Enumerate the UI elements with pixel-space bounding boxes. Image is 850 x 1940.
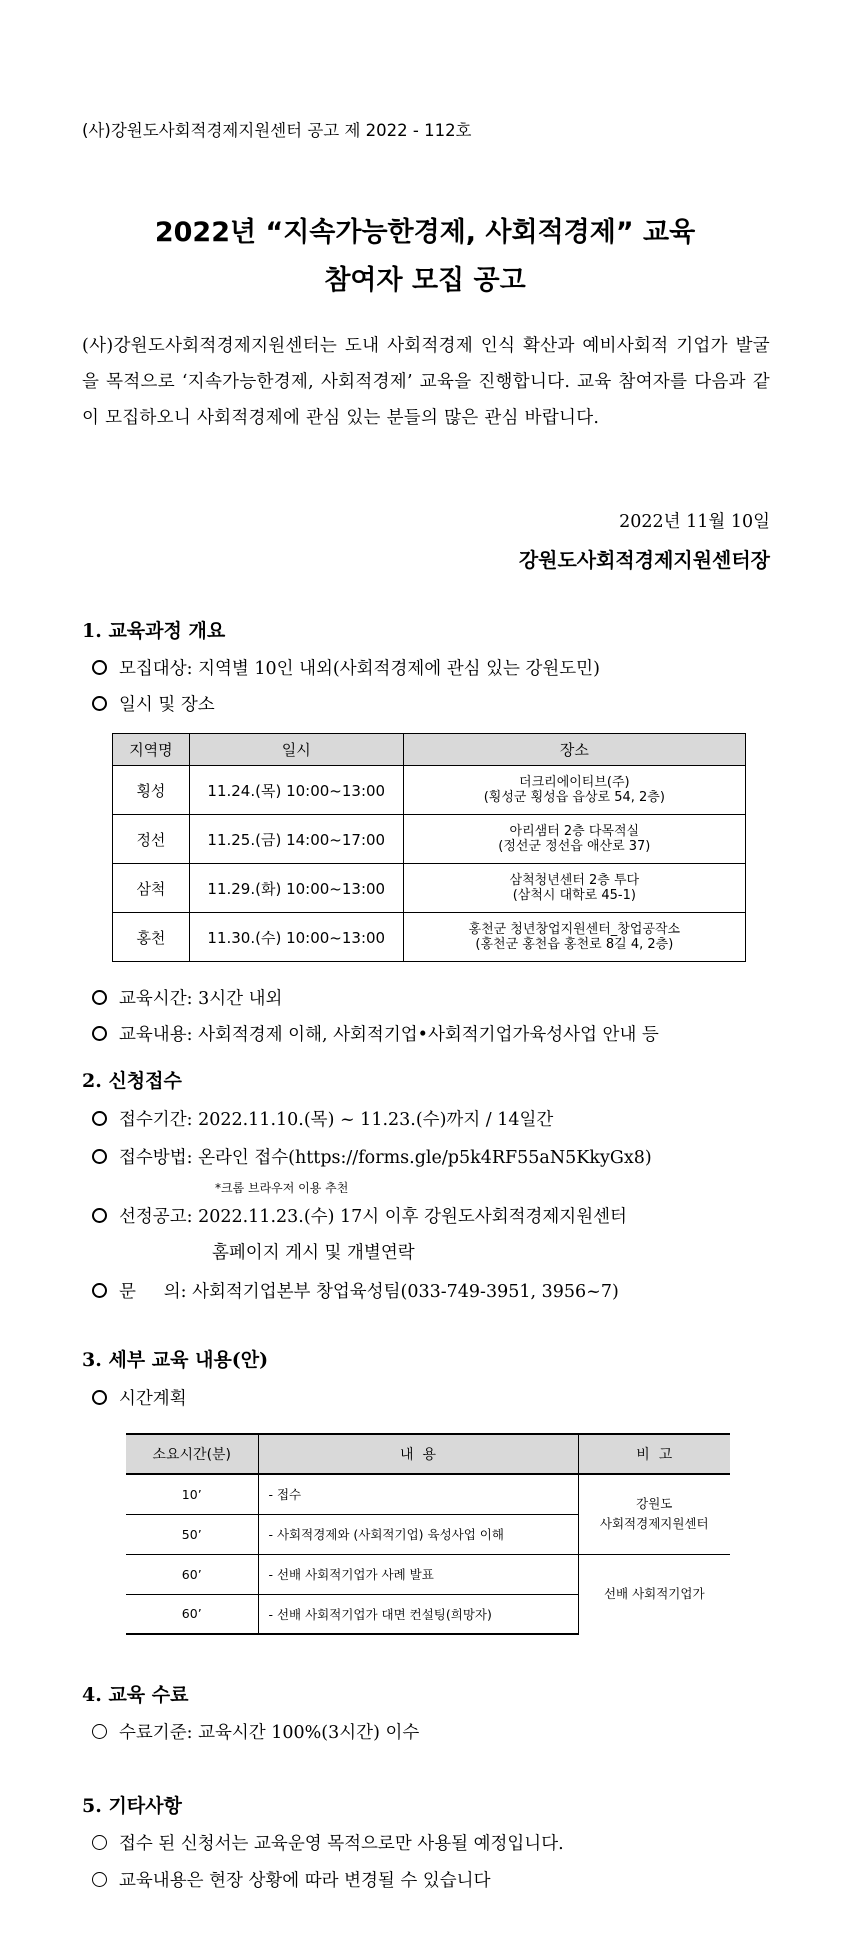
criteria-text: 수료기준: 교육시간 100%(3시간) 이수 [119, 1723, 420, 1743]
target-item [92, 655, 600, 680]
plan-label: 시간계획 [119, 1389, 187, 1409]
place-name: 삼척청년센터 2층 투다 [509, 873, 640, 888]
place-cell [403, 766, 745, 815]
selection-continued: 홈페이지 게시 및 개별연락 [212, 1243, 415, 1263]
schedule-label: 일시 및 장소 [119, 695, 215, 715]
duration-text: 교육시간: 3시간 내외 [119, 989, 283, 1009]
time-cell: 50’ [126, 1514, 258, 1554]
title-line-2: 참여자 모집 공고 [324, 265, 526, 296]
place-address: (정선군 정선읍 애산로 37) [498, 839, 651, 854]
region-cell: 홍천 [113, 913, 190, 962]
period-text: 접수기간: 2022.11.10.(목) ~ 11.23.(수)까지 / 14일간 [119, 1110, 554, 1130]
datetime-cell: 11.30.(수) 10:00~13:00 [189, 913, 403, 962]
other-text-1: 접수 된 신청서는 교육운영 목적으로만 사용될 예정입니다. [119, 1834, 564, 1854]
notice-number: (사)강원도사회적경제지원센터 공고 제 2022 - 112호 [82, 121, 472, 140]
region-cell: 횡성 [113, 766, 190, 815]
other-item-2 [92, 1867, 490, 1892]
circle-bullet-icon [92, 990, 107, 1005]
remark-line: 사회적경제지원센터 [599, 1516, 709, 1532]
other-item-1 [92, 1830, 564, 1855]
section-1-title: 1. 교육과정 개요 [82, 620, 226, 642]
content-cell: - 사회적경제와 (사회적기업) 육성사업 이해 [258, 1514, 578, 1554]
time-cell: 60’ [126, 1554, 258, 1594]
other-text-2: 교육내용은 현장 상황에 따라 변경될 수 있습니다 [119, 1871, 491, 1891]
place-address: (삼척시 대학로 45-1) [512, 888, 636, 903]
section-4-title: 4. 교육 수료 [82, 1684, 189, 1706]
contact-text: 문 의: 사회적기업본부 창업육성팀(033-749-3951, 3956~7) [119, 1282, 619, 1302]
place-cell [403, 913, 745, 962]
place-cell [403, 864, 745, 913]
content-cell: - 선배 사회적기업가 대면 컨설팅(희망자) [258, 1594, 578, 1634]
section-3-title: 3. 세부 교육 내용(안) [82, 1349, 269, 1371]
circle-bullet-icon [92, 660, 107, 675]
table-row [113, 766, 746, 815]
time-cell: 10’ [126, 1474, 258, 1514]
contact-item [92, 1278, 619, 1303]
content-text: 교육내용: 사회적경제 이해, 사회적기업•사회적기업가육성사업 안내 등 [119, 1025, 659, 1045]
table-header: 내 용 [258, 1434, 578, 1474]
method-text: 접수방법: 온라인 접수(https://forms.gle/p5k4RF55aN5KkyGx8) [119, 1148, 652, 1168]
table-row [113, 815, 746, 864]
table-header: 장소 [403, 734, 745, 766]
place-name: 아리샘터 2층 다목적실 [509, 824, 640, 839]
remark-line: 강원도 [636, 1496, 673, 1512]
table-header: 일시 [189, 734, 403, 766]
place-name: 홍천군 청년창업지원센터_창업공작소 [468, 922, 681, 937]
intro-paragraph: (사)강원도사회적경제지원센터는 도내 사회적경제 인식 확산과 예비사회적 기업가 발굴을 목적으로 ‘지속가능한경제, 사회적경제’ 교육을 진행합니다. 교육 참여자를 다음과 같이 모집하오니 사회적경제에 관심 있는 분들의 많은 관심 바랍니다. [82, 336, 770, 428]
place-address: (횡성군 횡성읍 읍상로 54, 2층) [483, 790, 665, 805]
circle-bullet-icon [92, 1835, 107, 1850]
issuer: 강원도사회적경제지원센터장 [518, 548, 770, 572]
place-cell [403, 815, 745, 864]
remark-cell: 선배 사회적기업가 [578, 1554, 730, 1634]
title-line-1: 2022년 “지속가능한경제, 사회적경제” 교육 [154, 217, 696, 248]
selection-text: 선정공고: 2022.11.23.(수) 17시 이후 강원도사회적경제지원센터 [119, 1207, 627, 1227]
table-header: 소요시간(분) [126, 1434, 258, 1474]
circle-bullet-icon [92, 1111, 107, 1126]
circle-bullet-icon [92, 1872, 107, 1887]
selection-item [92, 1203, 627, 1228]
criteria-item [92, 1719, 419, 1744]
circle-bullet-icon [92, 1390, 107, 1405]
schedule-item [92, 691, 215, 716]
period-item [92, 1106, 553, 1131]
content-cell: - 선배 사회적기업가 사례 발표 [258, 1554, 578, 1594]
table-row [113, 864, 746, 913]
method-item [92, 1144, 652, 1169]
remark-cell [578, 1474, 730, 1554]
circle-bullet-icon [92, 1283, 107, 1298]
datetime-cell: 11.29.(화) 10:00~13:00 [189, 864, 403, 913]
table-row [126, 1554, 730, 1594]
duration-item [92, 985, 282, 1010]
time-cell: 60’ [126, 1594, 258, 1634]
place-name: 더크리에이티브(주) [519, 775, 630, 790]
target-text: 모집대상: 지역별 10인 내외(사회적경제에 관심 있는 강원도민) [119, 659, 600, 679]
datetime-cell: 11.24.(목) 10:00~13:00 [189, 766, 403, 815]
circle-bullet-icon [92, 696, 107, 711]
table-header: 비 고 [578, 1434, 730, 1474]
table-row [126, 1474, 730, 1514]
plan-item [92, 1385, 187, 1410]
table-header: 지역명 [113, 734, 190, 766]
content-item [92, 1021, 659, 1046]
circle-bullet-icon [92, 1724, 107, 1739]
table-row [113, 913, 746, 962]
time-plan-table [126, 1433, 730, 1635]
place-address: (홍천군 홍천읍 홍천로 8길 4, 2층) [475, 937, 674, 952]
section-2-title: 2. 신청접수 [82, 1070, 182, 1092]
datetime-cell: 11.25.(금) 14:00~17:00 [189, 815, 403, 864]
circle-bullet-icon [92, 1149, 107, 1164]
circle-bullet-icon [92, 1208, 107, 1223]
method-note: *크롬 브라우저 이용 추천 [215, 1181, 349, 1195]
circle-bullet-icon [92, 1026, 107, 1041]
schedule-table [112, 733, 746, 962]
region-cell: 정선 [113, 815, 190, 864]
section-5-title: 5. 기타사항 [82, 1795, 182, 1817]
notice-date: 2022년 11월 10일 [619, 512, 770, 532]
region-cell: 삼척 [113, 864, 190, 913]
content-cell: - 접수 [258, 1474, 578, 1514]
